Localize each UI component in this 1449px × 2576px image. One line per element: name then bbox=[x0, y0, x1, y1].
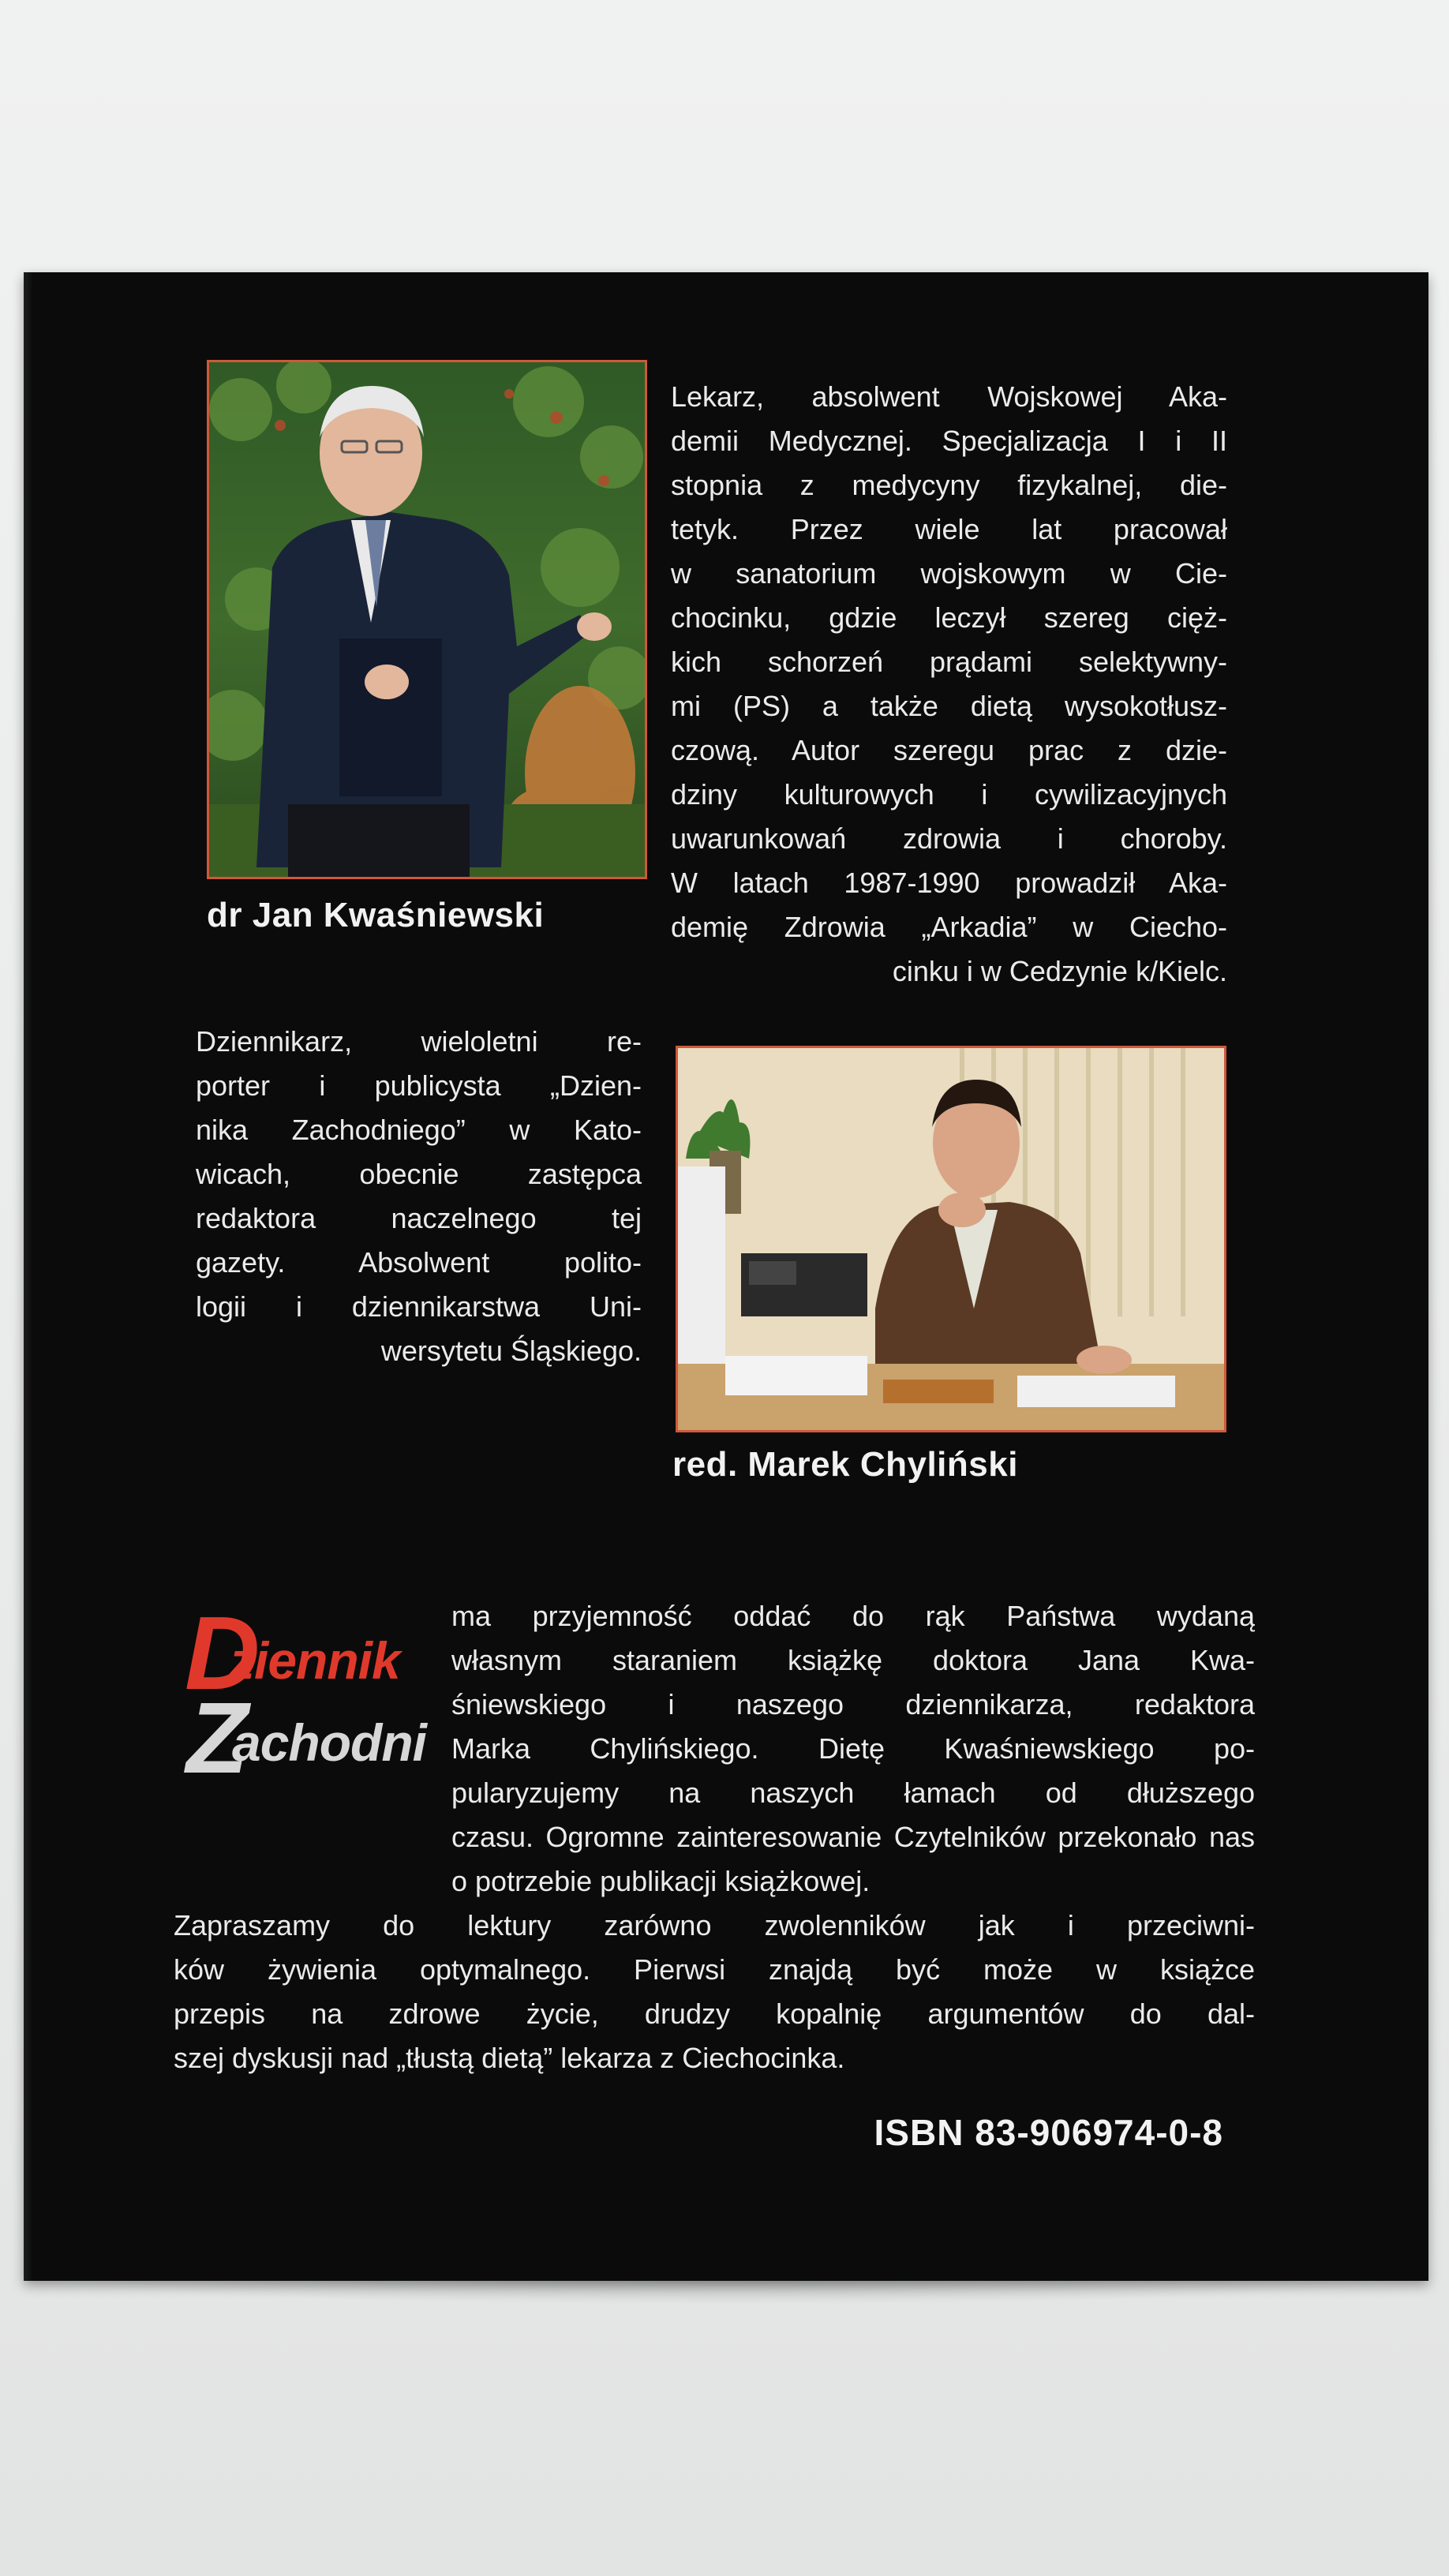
logo-word-zachodni: achodni bbox=[232, 1713, 427, 1772]
note-line: ków żywienia optymalnego. Pierwsi znajdą być może w książce bbox=[174, 1953, 1255, 1986]
bio-line: w sanatorium wojskowym w Cie- bbox=[671, 557, 1227, 590]
bio-line: redaktora naczelnego tej bbox=[196, 1202, 642, 1234]
note-line: Marka Chylińskiego. Dietę Kwaśniewskiego po- bbox=[451, 1732, 1255, 1765]
logo-initial-z: Z bbox=[186, 1682, 249, 1795]
bio-line: gazety. Absolwent polito- bbox=[196, 1246, 642, 1279]
book-edge bbox=[24, 272, 33, 2281]
bio-jan-kwasniewski bbox=[671, 375, 1227, 994]
logo-initial-d: D bbox=[185, 1595, 260, 1711]
bio-line: W latach 1987-1990 prowadził Aka- bbox=[671, 867, 1227, 899]
note-line: czasu. Ogromne zainteresowanie Czytelników przekonało nas bbox=[451, 1821, 1255, 1853]
bio-line: kich schorzeń prądami selektywny- bbox=[671, 646, 1227, 678]
note-line: szej dyskusji nad „tłustą dietą” lekarza z Ciechocinka. bbox=[174, 2042, 845, 2074]
publisher-note-full-width bbox=[174, 1904, 1255, 2080]
bio-line: dziny kulturowych i cywilizacyjnych bbox=[671, 778, 1227, 811]
book-back-cover bbox=[24, 272, 1428, 2281]
bio-line: tetyk. Przez wiele lat pracował bbox=[671, 513, 1227, 545]
bio-line: demię Zdrowia „Arkadia” w Ciecho- bbox=[671, 911, 1227, 943]
bio-line: nika Zachodniego” w Kato- bbox=[196, 1114, 642, 1146]
bio-line: wicach, obecnie zastępca bbox=[196, 1158, 642, 1190]
bio-line: logii i dziennikarstwa Uni- bbox=[196, 1290, 642, 1323]
note-line: śniewskiego i naszego dziennikarza, redaktora bbox=[451, 1688, 1255, 1720]
bio-marek-chylinski bbox=[196, 1020, 642, 1373]
note-line: Zapraszamy do lektury zarówno zwolenników jak i przeciwni- bbox=[174, 1909, 1255, 1941]
bio-line: porter i publicysta „Dzien- bbox=[196, 1069, 642, 1102]
bio-line: czową. Autor szeregu prac z dzie- bbox=[671, 734, 1227, 766]
bio-line: chocinku, gdzie leczył szereg cięż- bbox=[671, 601, 1227, 634]
bio-line: stopnia z medycyny fizykalnej, die- bbox=[671, 469, 1227, 501]
photo-jan-kwasniewski bbox=[207, 360, 647, 879]
publisher-note bbox=[174, 1594, 1255, 2080]
photo-marek-chylinski bbox=[676, 1046, 1226, 1432]
bio-line: cinku i w Cedzynie k/Kielc. bbox=[892, 955, 1227, 987]
note-line: o potrzebie publikacji książkowej. bbox=[451, 1865, 871, 1897]
bio-line: Dziennikarz, wieloletni re- bbox=[196, 1025, 642, 1058]
note-line: pularyzujemy na naszych łamach od dłuższego bbox=[451, 1777, 1255, 1809]
caption-jan-kwasniewski: dr Jan Kwaśniewski bbox=[207, 896, 545, 934]
caption-marek-chylinski: red. Marek Chyliński bbox=[672, 1445, 1018, 1484]
bio-line: uwarunkowań zdrowia i choroby. bbox=[671, 822, 1227, 855]
note-line: ma przyjemność oddać do rąk Państwa wydaną bbox=[451, 1600, 1255, 1632]
bio-line: mi (PS) a także dietą wysokotłusz- bbox=[671, 690, 1227, 722]
publisher-note-beside-logo bbox=[174, 1594, 1255, 1904]
isbn-number: ISBN 83-906974-0-8 bbox=[874, 2112, 1223, 2153]
bio-line: wersytetu Śląskiego. bbox=[380, 1335, 642, 1367]
note-line: własnym staraniem książkę doktora Jana Kwa- bbox=[451, 1644, 1255, 1676]
logo-word-dziennik: ziennik bbox=[229, 1631, 400, 1690]
bio-line: demii Medycznej. Specjalizacja I i II bbox=[671, 425, 1227, 457]
bio-line: Lekarz, absolwent Wojskowej Aka- bbox=[671, 380, 1227, 413]
note-line: przepis na zdrowe życie, drudzy kopalnię argumentów do dal- bbox=[174, 1998, 1255, 2030]
